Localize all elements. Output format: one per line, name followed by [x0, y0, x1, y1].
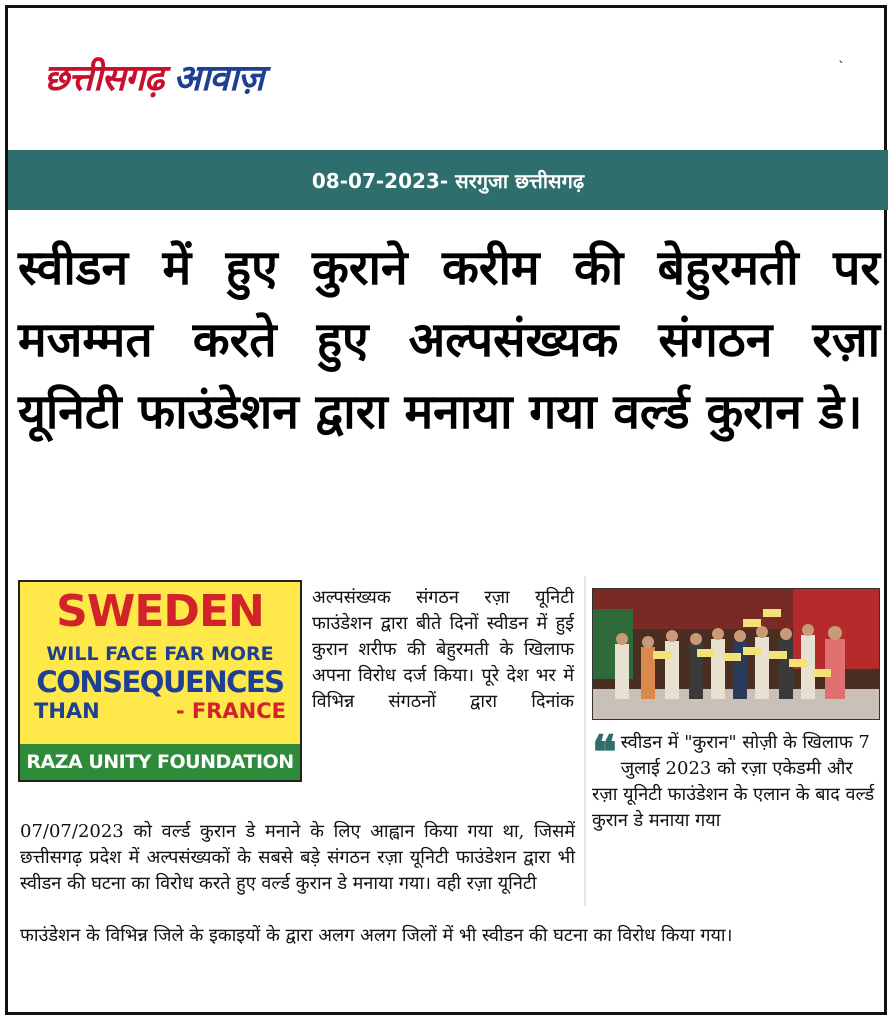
banner-line-sweden: SWEDEN — [56, 586, 264, 637]
banner-france: - FRANCE — [175, 699, 286, 723]
article-paragraph-continued: 07/07/2023 को वर्ल्ड कुरान डे मनाने के लिए आह्वान किया गया था, जिसमें छत्तीसगढ़ प्रदेश में अल्पसंख्यकों के सबसे बड़े संगठन रज़ा यूनिटी फाउंडेशन द्वारा भी स्वीडन की घटना का विरोध करते हुए वर्ल्ड कुरान डे मनाया गया। वही रज़ा यूनिटी — [20, 821, 575, 894]
protest-banner-image — [18, 580, 302, 782]
logo-part-red: छत्तीसगढ़ — [44, 57, 164, 99]
event-photo-illustration — [593, 589, 879, 719]
article-column-1: अल्पसंख्यक संगठन रज़ा यूनिटी फाउंडेशन द्वारा बीते दिनों स्वीडन में हुई कुरान शरीफ की बेहुरमती के खिलाफ अपना विरोध दर्ज किया। पूरे देश भर में विभिन्न संगठनों द्वारा दिनांक — [312, 587, 574, 712]
banner-line-face: WILL FACE FAR MORE — [46, 643, 274, 665]
banner-line-than-france — [20, 698, 300, 724]
tick-mark: ` — [838, 60, 845, 76]
banner-than: THAN — [34, 699, 100, 723]
dateline-text: 08-07-2023- सरगुजा छत्तीसगढ़ — [311, 168, 585, 193]
newspaper-logo[interactable] — [44, 52, 263, 101]
banner-foundation-strip: RAZA UNITY FOUNDATION — [20, 744, 300, 780]
event-photo — [592, 588, 880, 720]
article-paragraph-tail: फाउंडेशन के विभिन्न जिले के इकाइयों के द्वारा अलग अलग जिलों में भी स्वीडन की घटना का विरोध किया गया। — [20, 925, 733, 946]
banner-line-consequences: CONSEQUENCES — [36, 665, 284, 699]
photo-caption-quote — [592, 725, 878, 834]
caption-text: स्वीडन में "कुरान" सोज़ी के खिलाफ 7 जुलाई 2023 को रज़ा एकेडमी और रज़ा यूनिटी फाउंडेशन के एलान के बाद वर्ल्ड कुरान डे मनाया गया — [592, 732, 875, 831]
dateline-bar — [8, 150, 888, 210]
logo-part-blue: आवाज़ — [173, 57, 264, 99]
quote-icon: ❝ — [592, 725, 617, 779]
headline: स्वीडन में हुए कुराने करीम की बेहुरमती पर मजम्मत करते हुए अल्पसंख्यक संगठन रज़ा यूनिटी फाउंडेशन द्वारा मनाया गया वर्ल्ड कुरान डे। — [18, 240, 880, 440]
column-divider — [584, 576, 586, 906]
